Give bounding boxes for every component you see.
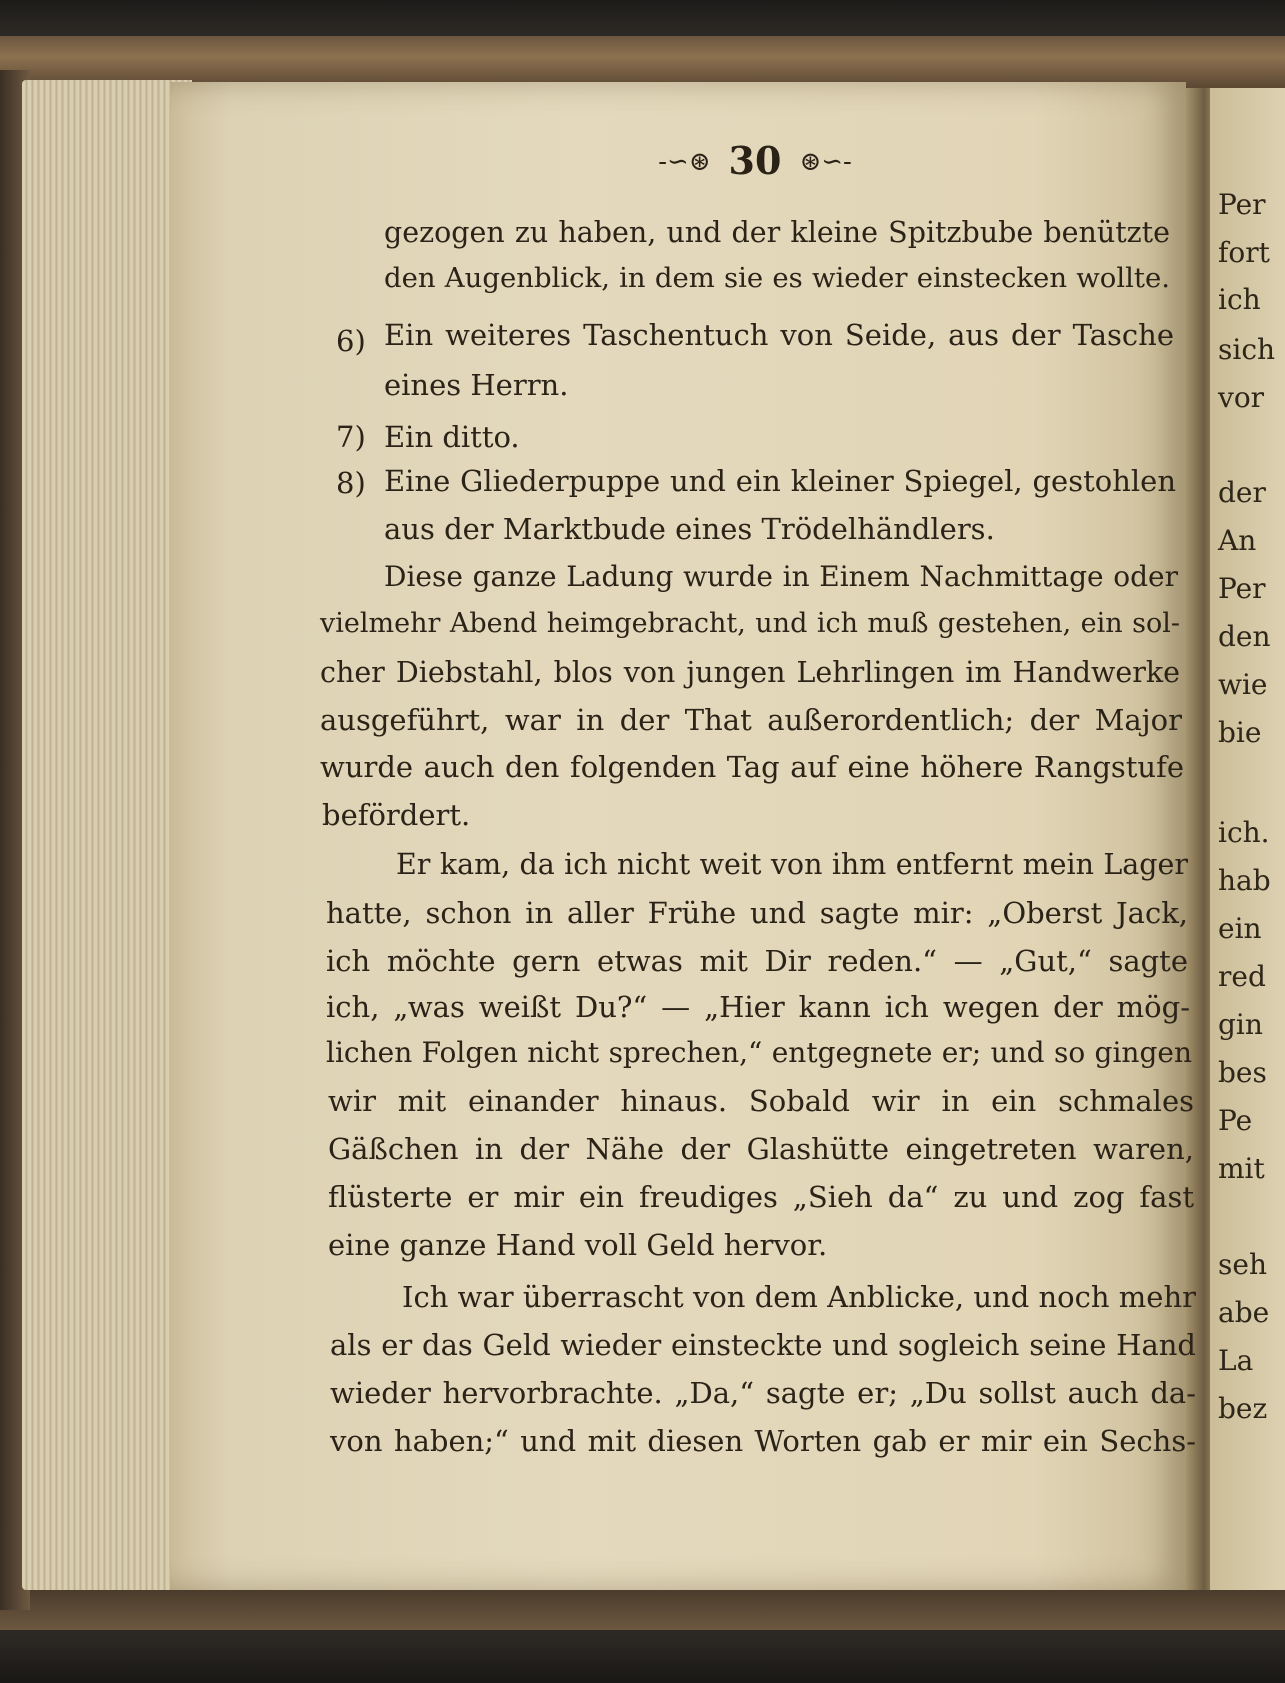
right-page-fragment: den xyxy=(1218,620,1271,653)
right-page-fragment: ich xyxy=(1218,283,1261,316)
right-page-fragment: hab xyxy=(1218,864,1271,897)
text-line: flüsterte er mir ein freudiges „Sieh da“ zu und zog fast xyxy=(328,1180,1194,1214)
text-line: Ein weiteres Taschentuch von Seide, aus der Tasche xyxy=(384,318,1174,352)
ornament-left-icon: -∽⊛ xyxy=(658,147,711,177)
text-line: wir mit einander hinaus. Sobald wir in ein schmales xyxy=(328,1084,1194,1118)
right-page-fragment: bes xyxy=(1218,1056,1267,1089)
right-page-fragment: ein xyxy=(1218,912,1262,945)
text-line: als er das Geld wieder einsteckte und sogleich seine Hand xyxy=(330,1328,1196,1362)
right-page-fragment: La xyxy=(1218,1344,1254,1377)
right-page-fragment: gin xyxy=(1218,1008,1263,1041)
text-line: vielmehr Abend heimgebracht, und ich muß gestehen, ein sol- xyxy=(320,608,1180,639)
text-line: Ich war überrascht von dem Anblicke, und noch mehr xyxy=(402,1280,1196,1314)
text-line: aus der Marktbude eines Trödelhändlers. xyxy=(384,512,995,546)
text-line: cher Diebstahl, blos von jungen Lehrlingen im Handwerke xyxy=(320,656,1180,689)
text-line: von haben;“ und mit diesen Worten gab er mir ein Sechs- xyxy=(330,1424,1196,1458)
right-page-fragment: Pe xyxy=(1218,1104,1253,1137)
right-page-fragment: ich. xyxy=(1218,816,1270,849)
right-page-fragment: An xyxy=(1218,524,1257,557)
text-line: wurde auch den folgenden Tag auf eine höhere Rangstufe xyxy=(320,750,1184,784)
text-line: wieder hervorbrachte. „Da,“ sagte er; „Du sollst auch da- xyxy=(330,1376,1196,1410)
page-number: 30 xyxy=(728,138,782,183)
text-line: den Augenblick, in dem sie es wieder einstecken wollte. xyxy=(384,262,1170,294)
right-page-fragment: bie xyxy=(1218,716,1262,749)
text-line: ich, „was weißt Du?“ — „Hier kann ich wegen der mög- xyxy=(326,990,1190,1024)
item-number: 6) xyxy=(336,324,366,358)
right-page-fragment: mit xyxy=(1218,1152,1265,1185)
right-page-fragment: Per xyxy=(1218,572,1266,605)
text-line: eines Herrn. xyxy=(384,368,569,402)
text-line: lichen Folgen nicht sprechen,“ entgegnete er; und so gingen xyxy=(326,1036,1192,1069)
text-line: eine ganze Hand voll Geld hervor. xyxy=(328,1228,828,1262)
text-line: hatte, schon in aller Frühe und sagte mir: „Oberst Jack, xyxy=(326,896,1188,930)
right-page-fragment: seh xyxy=(1218,1248,1267,1281)
right-page-fragment: bez xyxy=(1218,1392,1268,1425)
item-number: 7) xyxy=(336,420,366,454)
right-page-fragment: Per xyxy=(1218,188,1266,221)
text-line: befördert. xyxy=(322,798,471,832)
text-line: Er kam, da ich nicht weit von ihm entfernt mein Lager xyxy=(396,848,1188,881)
item-number: 8) xyxy=(336,466,366,500)
right-page-fragment: abe xyxy=(1218,1296,1270,1329)
right-page-fragment: fort xyxy=(1218,236,1270,269)
text-line: gezogen zu haben, und der kleine Spitzbube benützte xyxy=(384,216,1170,249)
right-page-fragment: red xyxy=(1218,960,1266,993)
text-line: ich möchte gern etwas mit Dir reden.“ — „Gut,“ sagte xyxy=(326,944,1188,978)
text-line: ausgeführt, war in der That außerordentlich; der Major xyxy=(320,703,1182,737)
right-page-fragment: sich xyxy=(1218,333,1276,366)
right-page-fragment: vor xyxy=(1218,381,1265,414)
right-page-fragment: der xyxy=(1218,476,1266,509)
text-line: Ein ditto. xyxy=(384,420,520,454)
text-line: Diese ganze Ladung wurde in Einem Nachmittage oder xyxy=(384,560,1178,593)
text-line: Gäßchen in der Nähe der Glashütte eingetreten waren, xyxy=(328,1132,1194,1166)
ornament-right-icon: ⊛∽- xyxy=(799,147,852,177)
right-page-fragment: wie xyxy=(1218,668,1268,701)
text-line: Eine Gliederpuppe und ein kleiner Spiegel, gestohlen xyxy=(384,464,1176,498)
